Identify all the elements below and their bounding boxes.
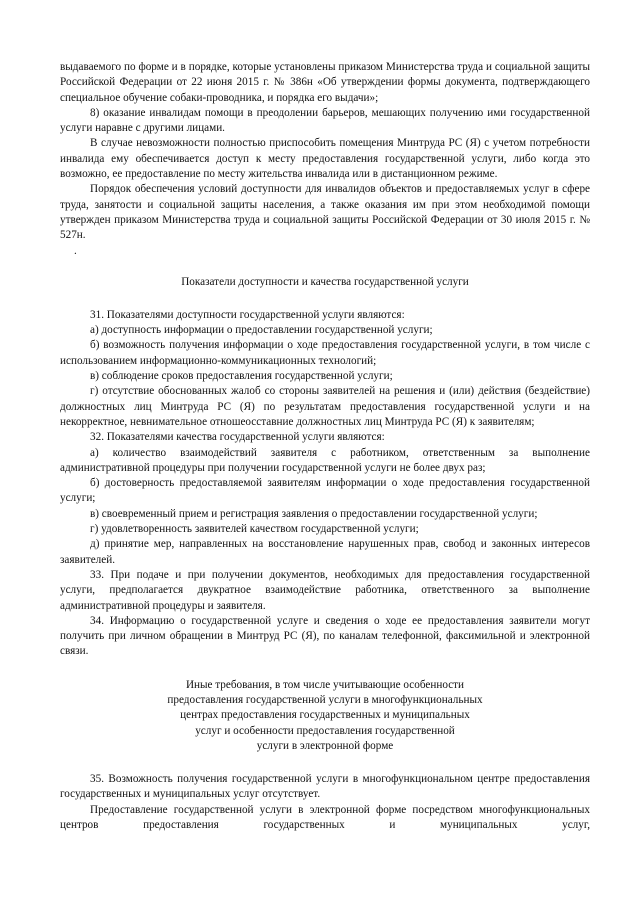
paragraph-31-a: а) доступность информации о предоставлении государственной услуги; bbox=[90, 324, 433, 337]
paragraph-order-conditions: Порядок обеспечения условий доступности для инвалидов объектов и предоставляемых услуг в сфере труда, занятости и социальной защиты населения, а также оказания им при этом необходимой помощи утвержден приказом Министерства труда и социальной защиты Российской Федерации от 30 июля 2015 г. № 527н. bbox=[60, 183, 590, 242]
paragraph-31-v: в) соблюдение сроков предоставления государственной услуги; bbox=[90, 370, 393, 383]
paragraph-32-b: б) достоверность предоставляемой заявителям информации о ходе предоставления государственной услуги; bbox=[60, 477, 590, 505]
section-heading-other-requirements bbox=[60, 678, 590, 754]
paragraph-32-g: г) удовлетворенность заявителей качеством государственной услуги; bbox=[90, 523, 419, 536]
paragraph-form-order: выдаваемого по форме и в порядке, которые установлены приказом Министерства труда и социальной защиты Российской Федерации от 22 июня 2015 г. № 386н «Об утверждении формы документа, подтверждающего специальное обучение собаки-проводника, и порядка его выдачи»; bbox=[60, 61, 590, 104]
paragraph-33: 33. При подаче и при получении документов, необходимых для предоставления государственной услуги, предполагается двукратное взаимодействие работника, ответственного за выполнение административной процедуры и заявителя. bbox=[60, 568, 590, 612]
paragraph-32-a: а) количество взаимодействий заявителя с работником, ответственным за выполнение административной процедуры при получении государственной услуги не более двух раз; bbox=[60, 446, 590, 474]
heading-line: Иные требования, в том числе учитывающие особенности bbox=[185, 678, 465, 691]
paragraph-31-b: б) возможность получения информации о ходе предоставления государственной услуги, в том числе с использованием информационно-коммуникационных технологий; bbox=[60, 339, 590, 367]
document-body bbox=[60, 60, 590, 833]
paragraph-35: 35. Возможность получения государственной услуги в многофункциональном центре предоставления государственных и муниципальных услуг отсутствует. bbox=[60, 773, 590, 801]
heading-line: центрах предоставления государственных и муниципальных bbox=[180, 709, 470, 722]
paragraph-electronic-form: Предоставление государственной услуги в электронной форме посредством многофункциональных центров предоставления государственных и муниципальных услуг, bbox=[60, 803, 590, 832]
heading-line: предоставления государственной услуги в многофункциональных bbox=[167, 693, 483, 706]
heading-line: услуги в электронной форме bbox=[256, 739, 394, 752]
paragraph-31: 31. Показателями доступности государственной услуги являются: bbox=[90, 308, 405, 321]
paragraph-32-v: в) своевременный прием и регистрация заявления о предоставлении государственной услуги; bbox=[90, 507, 538, 520]
paragraph-32-d: д) принятие мер, направленных на восстановление нарушенных прав, свобод и законных интересов заявителей. bbox=[60, 538, 590, 566]
paragraph-31-g: г) отсутствие обоснованных жалоб со стороны заявителей на решения и (или) действия (бездействие) должностных лиц Минтруда РС (Я) по результатам предоставления государственной услуги и на некорректное, невнимательное отношеосставние должностных лиц Минтруда РС (Я) к заявителям; bbox=[60, 385, 590, 428]
heading-line: услуг и особенности предоставления государственной bbox=[195, 724, 455, 737]
section-heading-accessibility: Показатели доступности и качества государственной услуги bbox=[181, 275, 469, 288]
stray-dot: . bbox=[74, 244, 77, 257]
paragraph-item-8: 8) оказание инвалидам помощи в преодолении барьеров, мешающих получению ими государственной услуги наравне с другими лицами. bbox=[60, 106, 590, 135]
paragraph-32: 32. Показателями качества государственной услуги являются: bbox=[90, 431, 385, 444]
paragraph-impossibility: В случае невозможности полностью приспособить помещения Минтруда РС (Я) с учетом потребности инвалида ему обеспечивается доступ к месту предоставления государственной услуги, либо когда это возможно, ее предоставление по месту жительства инвалида или в дистанционном режиме. bbox=[60, 137, 590, 181]
paragraph-34: 34. Информацию о государственной услуге и сведения о ходе ее предоставления заявители могут получить при личном обращении в Минтруд РС (Я), по каналам телефонной, факсимильной и электронной связи. bbox=[60, 614, 590, 658]
